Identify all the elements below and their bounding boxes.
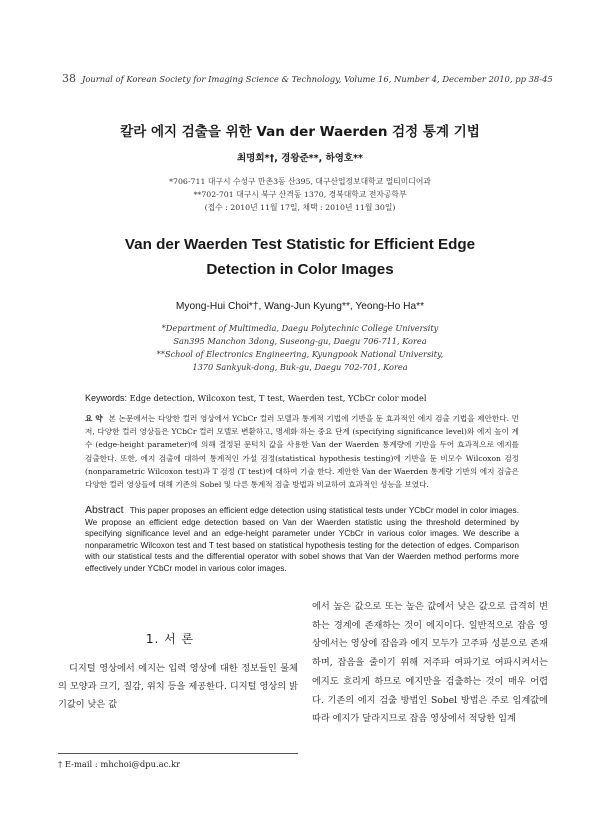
english-title-line-2: Detection in Color Images	[206, 261, 394, 278]
english-affiliation-2: San395 Manchon 3dong, Suseong-gu, Daegu 706-711, Korea	[173, 336, 427, 346]
page-number: 38	[62, 72, 76, 85]
english-affiliation-4: 1370 Sankyuk-dong, Buk-gu, Daegu 702-701, Korea	[192, 362, 408, 372]
footnote-rule	[58, 753, 298, 754]
english-affiliation-3: **School of Electronics Engineering, Kyungpook National University,	[156, 349, 444, 359]
english-abstract	[85, 505, 519, 575]
korean-title: 칼라 에지 검출을 위한 Van der Waerden 검정 통계 기법	[120, 124, 480, 140]
korean-abstract-label: 요 약	[85, 414, 103, 423]
english-authors: Myong-Hui Choi*†, Wang-Jun Kyung**, Yeong-Ho Ha**	[175, 301, 425, 312]
korean-authors: 최명희*†, 경왕준**, 하영호**	[236, 153, 364, 164]
korean-affiliation-1: *706-711 대구시 수성구 만촌3동 산395, 대구산업정보대학교 멀티미디어과	[169, 177, 431, 186]
right-column-body: 에서 높은 값으로 또는 높은 값에서 낮은 값으로 급격히 변하는 경계에 존재하는 것이 에지이다. 일반적으로 잡음 영상에서는 영상에 잡음과 에지 모두가 고주파 성분으로 존재하며, 잡음을 줄이기 위해 저주파 여파기로 여파시켜서는 에지도 흐리게 하므로 에지만을 검출하는 것이 매우 어렵다. 기존의 에지 검출 방법인 Sobel 방법은 주로 임계값에 따라 에지가 달라지므로 잡음 영상에서 적당한 임계	[312, 601, 548, 725]
footnote-email: † E-mail : mhchoi@dpu.ac.kr	[58, 759, 181, 769]
korean-abstract	[85, 412, 519, 491]
english-abstract-text: This paper proposes an efficient edge detection using statistical tests under YCbCr model in color images. We propose an efficient edge detection based on Van der Waerden statistic using the threshold determined by specifying significance level and an edge-height parameter under YCbCr in various color images. We describe a nonparametric Wilcoxon test and T test based on statistical hypothesis testing for the detection of edges. Comparison with our statistical tests and the differential operator with sobel shows that Van der Waerden method performs more effectively under YCbCr model in various color images.	[85, 505, 520, 573]
section-heading-introduction: 1. 서 론	[145, 632, 195, 646]
korean-abstract-text: 본 논문에서는 다양한 컬러 영상에서 YCbCr 컬러 모델과 통계적 기법에 기반을 둔 효과적인 에지 검출 기법을 제안한다. 먼저, 다양한 컬러 영상들은 YCbCr 컬러 모델로 변환하고, 명세화 하는 중요 단계 (specifying significance level)와 에지 높이 계수 (edge-height parameter)에 의해 결정된 문턱치 값을 사용한 Van der Waerden 통계량에 기반을 두어 효과적으로 에지를 검출한다. 또한, 에지 검출에 대하여 통계적인 가설 검정(statistical hypothesis testing)에 기반을 둔 비모수 Wilcoxon 검정 (nonparametric Wilcoxon test)과 T 검정 (T test)에 대하여 기술 한다. 제안한 Van der Waerden 통계량 기반의 에지 검출은 다양한 컬러 영상들에 대해 기존의 Sobel 및 다른 통계적 검출 방법과 비교하여 효과적인 성능을 보였다.	[85, 414, 519, 490]
journal-citation: Journal of Korean Society for Imaging Science & Technology, Volume 16, Number 4, December 2010, pp 38-45	[82, 74, 553, 84]
keywords	[85, 393, 427, 403]
left-column-body: 디지털 영상에서 에지는 입력 영상에 대한 정보들인 물체의 모양과 크기, 질감, 위치 등을 제공한다. 디지털 영상의 밝기값이 낮은 값	[58, 663, 298, 710]
running-head	[62, 72, 553, 85]
english-title-line-1: Van der Waerden Test Statistic for Efficient Edge	[124, 236, 476, 253]
keywords-label: Keywords:	[85, 393, 128, 403]
english-abstract-label: Abstract	[85, 504, 124, 516]
keywords-text: Edge detection, Wilcoxon test, T test, Waerden test, YCbCr color model	[129, 393, 427, 403]
korean-affiliation-2: **702-701 대구시 북구 산격동 1370, 경북대학교 전자공학부	[193, 190, 407, 199]
english-affiliation-1: *Department of Multimedia, Daegu Polytechnic College University	[161, 323, 439, 333]
received-accepted-dates: (접수 : 2010년 11월 17일, 채택 : 2010년 11월 30일)	[204, 203, 396, 212]
